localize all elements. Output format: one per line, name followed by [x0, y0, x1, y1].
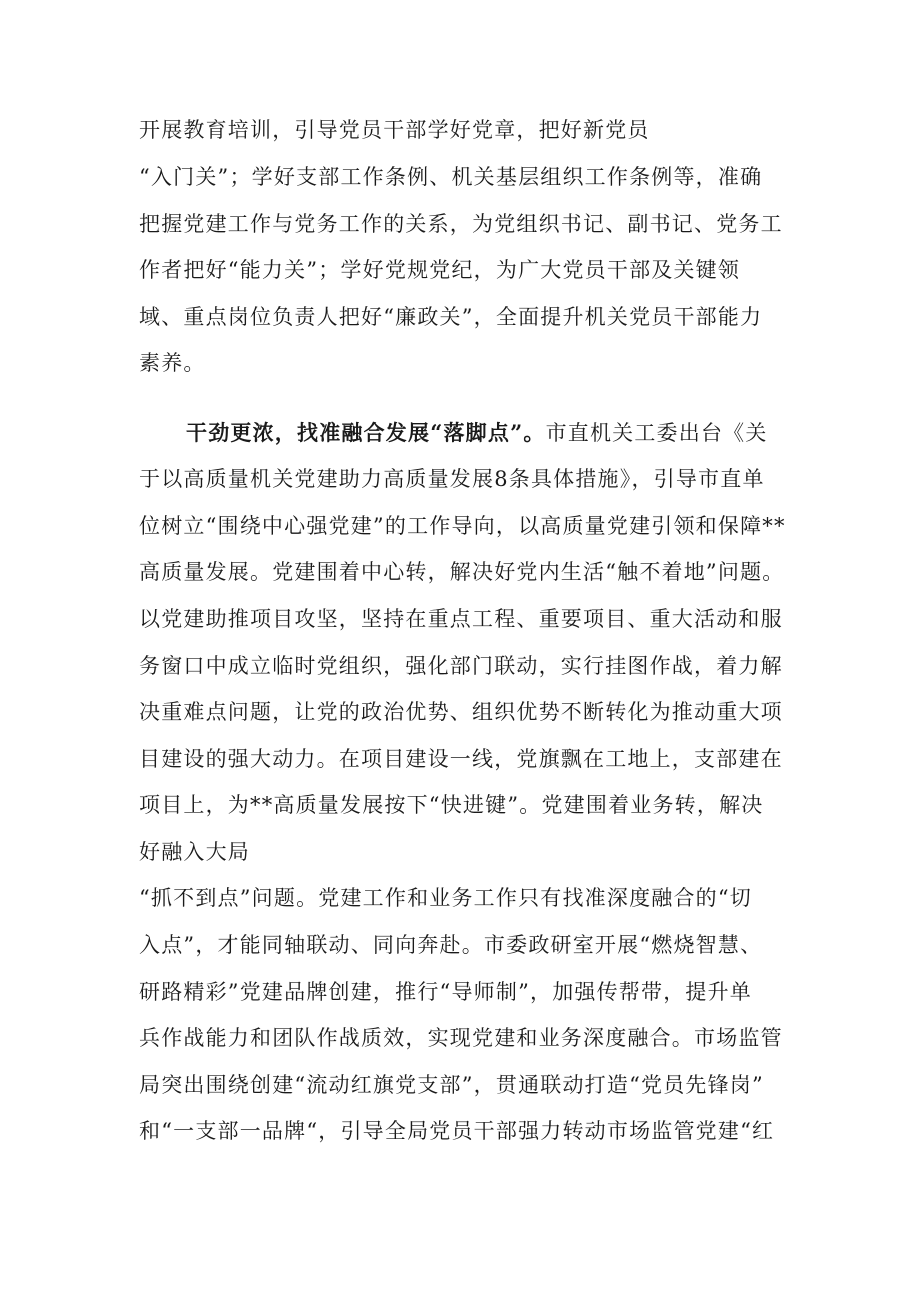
- text-line: 以党建助推项目攻坚，坚持在重点工程、重要项目、重大活动和服: [139, 607, 783, 631]
- text-line: 局突出围绕创建“流动红旗党支部”，贯通联动打造“党员先锋岗”: [139, 1073, 764, 1097]
- text-line: 作者把好“能力关”；学好党规党纪，为广大党员干部及关键领: [139, 258, 741, 282]
- section-heading: 干劲更浓，找准融合发展“落脚点”。: [186, 420, 546, 445]
- text-line: 把握党建工作与党务工作的关系，为党组织书记、副书记、党务工: [139, 212, 783, 236]
- text-line: 素养。: [139, 351, 206, 375]
- text-line: 入点”，才能同轴联动、同向奔赴。市委政研室开展“燃烧智慧、: [139, 933, 763, 957]
- text-span: 市直机关工委出台《关: [545, 421, 768, 445]
- text-line: “抓不到点”问题。党建工作和业务工作只有找准深度融合的“切: [139, 886, 753, 910]
- text-line: 开展教育培训，引导党员干部学好党章，把好新党员: [139, 118, 650, 142]
- text-line: 目建设的强大动力。在项目建设一线，党旗飘在工地上，支部建在: [139, 747, 783, 771]
- text-line: 务窗口中成立临时党组织，强化部门联动，实行挂图作战，着力解: [139, 654, 783, 678]
- paragraph-first-line: [186, 418, 768, 448]
- text-line: 于以高质量机关党建助力高质量发展8条具体措施》，引导市直单: [139, 467, 765, 491]
- text-line: 位树立“围绕中心强党建”的工作导向，以高质量党建引领和保障**: [139, 514, 786, 538]
- text-line: 项目上，为**高质量发展按下“快进键”。党建围着业务转，解决: [139, 793, 764, 817]
- text-line: 研路精彩”党建品牌创建，推行“导师制”，加强传帮带，提升单: [139, 980, 753, 1004]
- text-line: 域、重点岗位负责人把好“廉政关”，全面提升机关党员干部能力: [139, 305, 763, 329]
- text-line: 决重难点问题，让党的政治优势、组织优势不断转化为推动重大项: [139, 700, 783, 724]
- text-line: 高质量发展。党建围着中心转，解决好党内生活“触不着地”问题。: [139, 560, 785, 584]
- text-line: 和“一支部一品牌“，引导全局党员干部强力转动市场监管党建“红: [139, 1119, 775, 1143]
- text-line: 好融入大局: [139, 840, 250, 864]
- text-line: 兵作战能力和团队作战质效，实现党建和业务深度融合。市场监管: [139, 1026, 783, 1050]
- text-line: “入门关”；学好支部工作条例、机关基层组织工作条例等，准确: [139, 165, 763, 189]
